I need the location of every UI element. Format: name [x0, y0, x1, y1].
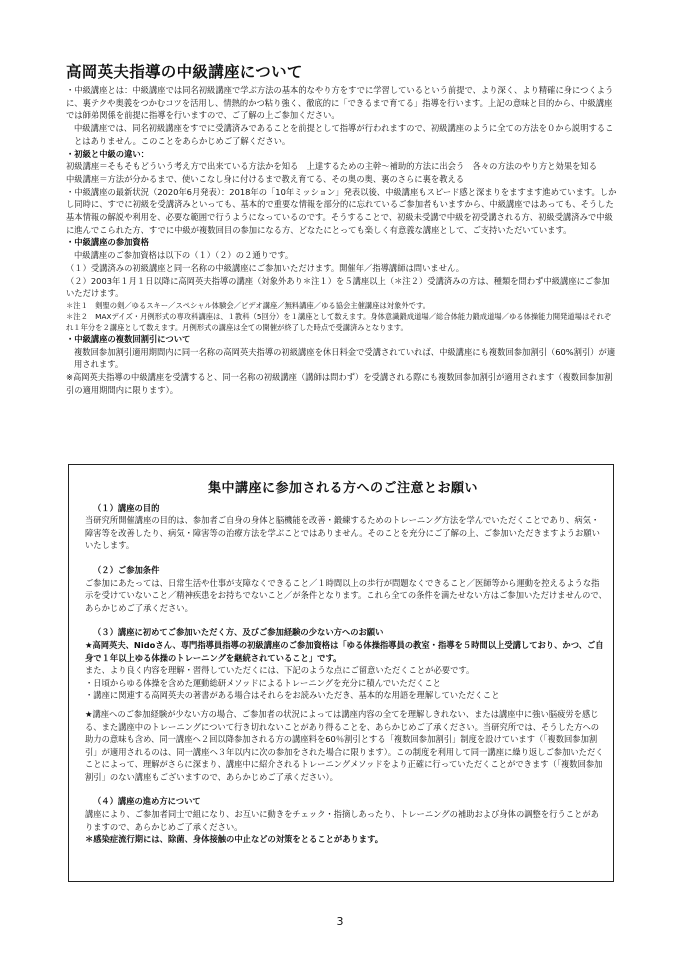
section-firsttime-text: また、より良く内容を理解・習得していただくには、下記のような点にご留意いただくことが必要です。 [85, 665, 475, 676]
intermediate-course-desc: 中級講座＝方法が分かるまで、使いこなし身に付けるまで教え育てる、その奥の奥、裏のさらに裏を教える [66, 173, 465, 184]
discount-text: 複数回参加割引適用期間内に同一名称の高岡英夫指導の初級講座を休日料金で受講されていれば、中級講座にも複数回参加割引（60%割引）が適用されます。 [74, 346, 616, 370]
page-title: 高岡英夫指導の中級講座について [66, 63, 303, 81]
section-firsttime-item-2: ・講座に関連する高岡英夫の著書がある場合はそれらをお読みいただき、基本的な用語を理解していただくこと [85, 690, 500, 701]
section-conditions-text: ご参加にあたっては、日常生活や仕事が支障なくできること／１時間以上の歩行が問題なくできること／医師等から運動を控えるような指示を受けていないこと／精神疾患をお持ちでないこと／が条件となります。これら全ての条件を満たせない方はご参加いただけませんので、あらかじめご了承ください。 [85, 577, 607, 613]
section-firsttime-discount-text: ★講座へのご参加経験が少ない方の場合、ご参加者の状況によっては講座内容の全てを理解しきれない、または講座中に強い脳疲労を感じる、また講座中のトレーニングについて行き切れないことがあり得ることを、あらかじめご了承ください。当研究所では、そうした方への助力の意味も含め、同一講座へ２回以降参加される方の講座料を60％割引とする「複数回参加割引」制度を設けています（「複数回参加割引」が適用されるのは、同一講座へ３年以内に次の参加をされた場合に限ります）。この制度を利用して同一講座に繰り返しご参加いただくことによって、理解がさらに深まり、講座中に紹介されるトレーニングメソッドをより正確に行っていただくことができます（「複数回参加割引」のない講座もございますので、あらかじめご了承ください）。 [85, 708, 604, 782]
page-number: 3 [336, 915, 344, 928]
beginner-course-desc: 初級講座＝そもそもどういう考え方で出来ている方法かを知る 上達するための主幹～補助的方法に出会う 各々の方法のやり方と効果を知る [66, 161, 598, 172]
qualification-item-1: （１）受講済みの初級講座と同一名称の中級講座にご参加いただけます。開催年／指導講師は問いません。 [66, 262, 465, 273]
note-2: ＊注２ MAXデイズ・月例形式の専攻科講座は、１教科（5回分）を１講座として数えます。身体意識鍛成道場／総合体能力鍛成道場／ゆる体操能力開発道場はそれぞれ１年分を２講座として数えます。月例形式の講座は全ての開催が終了した時点で受講済みとなります。 [66, 311, 612, 332]
intermediate-prerequisite-text: 中級講座では、同名初級講座をすでに受講済みであることを前提として指導が行われますので、初級講座のように全ての方法を０から説明することはありません。このことをあらかじめご了解ください。 [74, 123, 614, 146]
section-progress-text: 講座により、ご参加者同士で組になり、お互いに動きをチェック・指摘しあったり、トレーニングの補助および身体の調整を行うことがありますので、あらかじめご了承ください。 [85, 809, 599, 832]
discount-heading: ・中級講座の複数回割引について [66, 333, 191, 344]
note-1: ＊注１ 剣聖の剣／ゆるスキー／スペシャル体験会／ビデオ講座／無料講座／ゆる協会主催講座は対象外です。 [66, 300, 430, 310]
discount-note: ※高岡英夫指導の中級講座を受講すると、同一名称の初級講座（講師は問わず）を受講される際にも複数回参加割引が適用されます（複数回参加割引の適用期間内に限ります）。 [66, 372, 613, 395]
section-firsttime-requirement: ★高岡英夫、Nidoさん、専門指導員指導の初級講座のご参加資格は「ゆる体操指導員の教室・指導を５時間以上受講しており、かつ、ご自身で１年以上ゆる体操のトレーニングを継続されていること」です。 [85, 639, 604, 663]
section-firsttime-heading: （３）講座に初めてご参加いただく方、及びご参加経験の少ない方へのお願い [93, 627, 384, 638]
difference-heading: ・初級と中級の違い： [66, 148, 149, 159]
qualification-intro: 中級講座のご参加資格は以下の（１）（２）の２通りです。 [74, 250, 294, 261]
section-purpose-text: 当研究所開催講座の目的は、参加者ご自身の身体と脳機能を改善・鍛練するためのトレーニング方法を学んでいただくことであり、病気・障害等を改善したり、病気・障害等の治療方法を学ぶことではありません。そのことを充分にご了解の上、ご参加いただきますようお願いいたします。 [85, 515, 600, 551]
notice-box [68, 464, 614, 882]
section-progress-heading: （４）講座の進め方について [93, 796, 201, 807]
infection-notice: ＊感染症流行期には、除菌、身体接触の中止などの対策をとることがあります。 [85, 834, 384, 845]
notice-box-title: 集中講座に参加される方へのご注意とお願い [207, 481, 478, 496]
intermediate-course-info [66, 84, 618, 396]
section-conditions-heading: （２）ご参加条件 [93, 564, 160, 575]
section-firsttime-item-1: ・日頃からゆる体操を含めた運動総研メソッドによるトレーニングを充分に積んでいただくこと [85, 677, 441, 688]
section-purpose-heading: （１）講座の目的 [93, 502, 160, 513]
qualification-heading: ・中級講座の参加資格 [66, 237, 149, 248]
qualification-item-2: （２）2003年１月１日以降に高岡英夫指導の講座（対象外あり＊注１）を５講座以上（＊注２）受講済みの方は、種類を問わず中級講座にご参加いただけます。 [66, 275, 610, 299]
intermediate-definition: ・中級講座とは：中級講座では同名初級講座で学ぶ方法の基本的なやり方をすでに学習しているという前提で、より深く、より精確に身につくように、裏テクや奥義をつかむコツを活用し、情熱的かつ粘り強く、徹底的に「できるまで育てる」指導を行います。上記の意味と目的から、中級講座では師弟関係を前提に指導を行いますので、ご了解の上ご参加ください。 [66, 85, 614, 121]
latest-status-text: ・中級講座の最新状況（2020年6月発表）：2018年の「10年ミッション」発表以後、中級講座もスピード感と深まりをますます進めています。しかし同時に、すでに初級を受講済みといっても、基本的で重要な情報を部分的に忘れているご参加者もいますから、中級講座ではあっても、そうした基本情報の解説や利用を、必要な範囲で行うようになっているのです。そうすることで、初級未受講で中級を初受講される方、初級受講済みで中級に進んでこられた方、すでに中級が複数回目の参加になる方、どなたにとっても楽しく有意義な講座として、ご支持いただいています。 [66, 186, 617, 235]
